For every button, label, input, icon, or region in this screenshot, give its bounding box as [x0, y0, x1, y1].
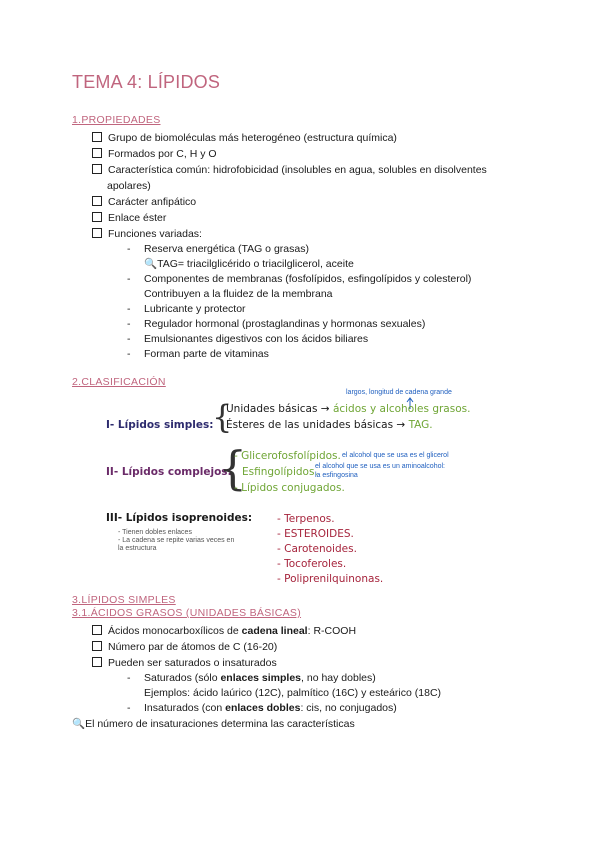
list-item: Pueden ser saturados o insaturados [92, 657, 277, 669]
magnifier-icon: 🔍 [144, 258, 158, 270]
isoprenoide-item: - Tocoferoles. [277, 558, 347, 570]
list-item: Funciones variadas: [92, 228, 202, 240]
dash-bullet: - [127, 333, 131, 345]
sub-item: Insaturados (con enlaces dobles: cis, no conjugados) [144, 702, 397, 714]
simples-line-1: Unidades básicas → ácidos y alcoholes grasos. [226, 403, 471, 415]
sub-item: Forman parte de vitaminas [144, 348, 269, 360]
dash-bullet: - [127, 303, 131, 315]
section-heading-propiedades: 1.PROPIEDADES [72, 114, 161, 126]
dash-bullet: - [127, 273, 131, 285]
complejos-item-3: - Lípidos conjugados. [234, 482, 345, 494]
sub-item: Regulador hormonal (prostaglandinas y hormonas sexuales) [144, 318, 426, 330]
list-item: Ácidos monocarboxílicos de cadena lineal: R-COOH [92, 625, 356, 637]
checkbox-icon [92, 228, 102, 238]
isoprenoide-item: - Terpenos. [277, 513, 335, 525]
sub-item: Reserva energética (TAG o grasas) [144, 243, 309, 255]
sub-item: Componentes de membranas (fosfolípidos, esfingolípidos y colesterol) [144, 273, 472, 285]
checkbox-icon [92, 212, 102, 222]
isoprenoide-item: - ESTEROIDES. [277, 528, 354, 540]
subsection-heading-acidos-grasos: 3.1.ÁCIDOS GRASOS (UNIDADES BÁSICAS) [72, 607, 302, 619]
complejos-item-1: - Glicerofosfolípidos. [234, 450, 341, 462]
dash-bullet: - [127, 672, 131, 684]
checkbox-icon [92, 148, 102, 158]
list-item: Formados por C, H y O [92, 148, 217, 160]
isoprenoide-item: - Poliprenilquinonas. [277, 573, 384, 585]
dash-bullet: - [127, 243, 131, 255]
sub-item: Emulsionantes digestivos con los ácidos biliares [144, 333, 369, 345]
sub-item-note: 🔍TAG= triacilglicérido o triacilglicerol, aceite [144, 258, 354, 270]
final-note: 🔍El número de insaturaciones determina las características [72, 718, 355, 730]
checkbox-icon [92, 625, 102, 635]
section-heading-lipidos-simples: 3.LÍPIDOS SIMPLES [72, 594, 176, 606]
brace-icon: { [212, 398, 233, 436]
sub-item: Lubricante y protector [144, 303, 246, 315]
sub-item: Saturados (sólo enlaces simples, no hay dobles) [144, 672, 376, 684]
dash-bullet: - [127, 318, 131, 330]
handwritten-note: la esfingosina [315, 472, 358, 479]
handwritten-note: el alcohol que se usa es el glicerol [342, 452, 449, 459]
checkbox-icon [92, 132, 102, 142]
list-item-continuation: apolares) [107, 180, 151, 192]
checkbox-icon [92, 657, 102, 667]
dash-bullet: - [127, 348, 131, 360]
simples-line-2: Ésteres de las unidades básicas → TAG. [226, 419, 433, 431]
lipidos-simples-label: I- Lípidos simples: [106, 419, 214, 431]
section-heading-clasificacion: 2.CLASIFICACIÓN [72, 376, 166, 388]
lipidos-isoprenoides-label: III- Lípidos isoprenoides: [106, 512, 253, 524]
magnifier-icon: 🔍 [72, 718, 86, 730]
list-item: Característica común: hidrofobicidad (insolubles en agua, solubles en disolventes [92, 164, 487, 176]
checkbox-icon [92, 164, 102, 174]
complejos-item-2: Esfingolípidos. [242, 466, 318, 478]
list-item: Grupo de biomoléculas más heterogéneo (estructura química) [92, 132, 397, 144]
dash-bullet: - [127, 702, 131, 714]
list-item: Enlace éster [92, 212, 166, 224]
handwritten-note: - Tienen dobles enlaces [118, 529, 192, 536]
sub-item-continuation: Ejemplos: ácido laúrico (12C), palmítico (16C) y esteárico (18C) [144, 687, 442, 699]
handwritten-note: el alcohol que se usa es un aminoalcohol: [315, 463, 445, 470]
sub-item-continuation: Contribuyen a la fluidez de la membrana [144, 288, 333, 300]
page-title: TEMA 4: LÍPIDOS [72, 72, 221, 92]
list-item: Número par de átomos de C (16-20) [92, 641, 277, 653]
handwritten-note: largos, longitud de cadena grande [346, 389, 452, 396]
handwritten-note: - La cadena se repite varias veces en [118, 537, 235, 544]
lipidos-complejos-label: II- Lípidos complejos: [106, 466, 232, 478]
checkbox-icon [92, 641, 102, 651]
brace-icon: { [218, 441, 248, 495]
isoprenoide-item: - Carotenoides. [277, 543, 357, 555]
handwritten-note: la estructura [118, 545, 157, 552]
list-item: Carácter anfipático [92, 196, 196, 208]
checkbox-icon [92, 196, 102, 206]
